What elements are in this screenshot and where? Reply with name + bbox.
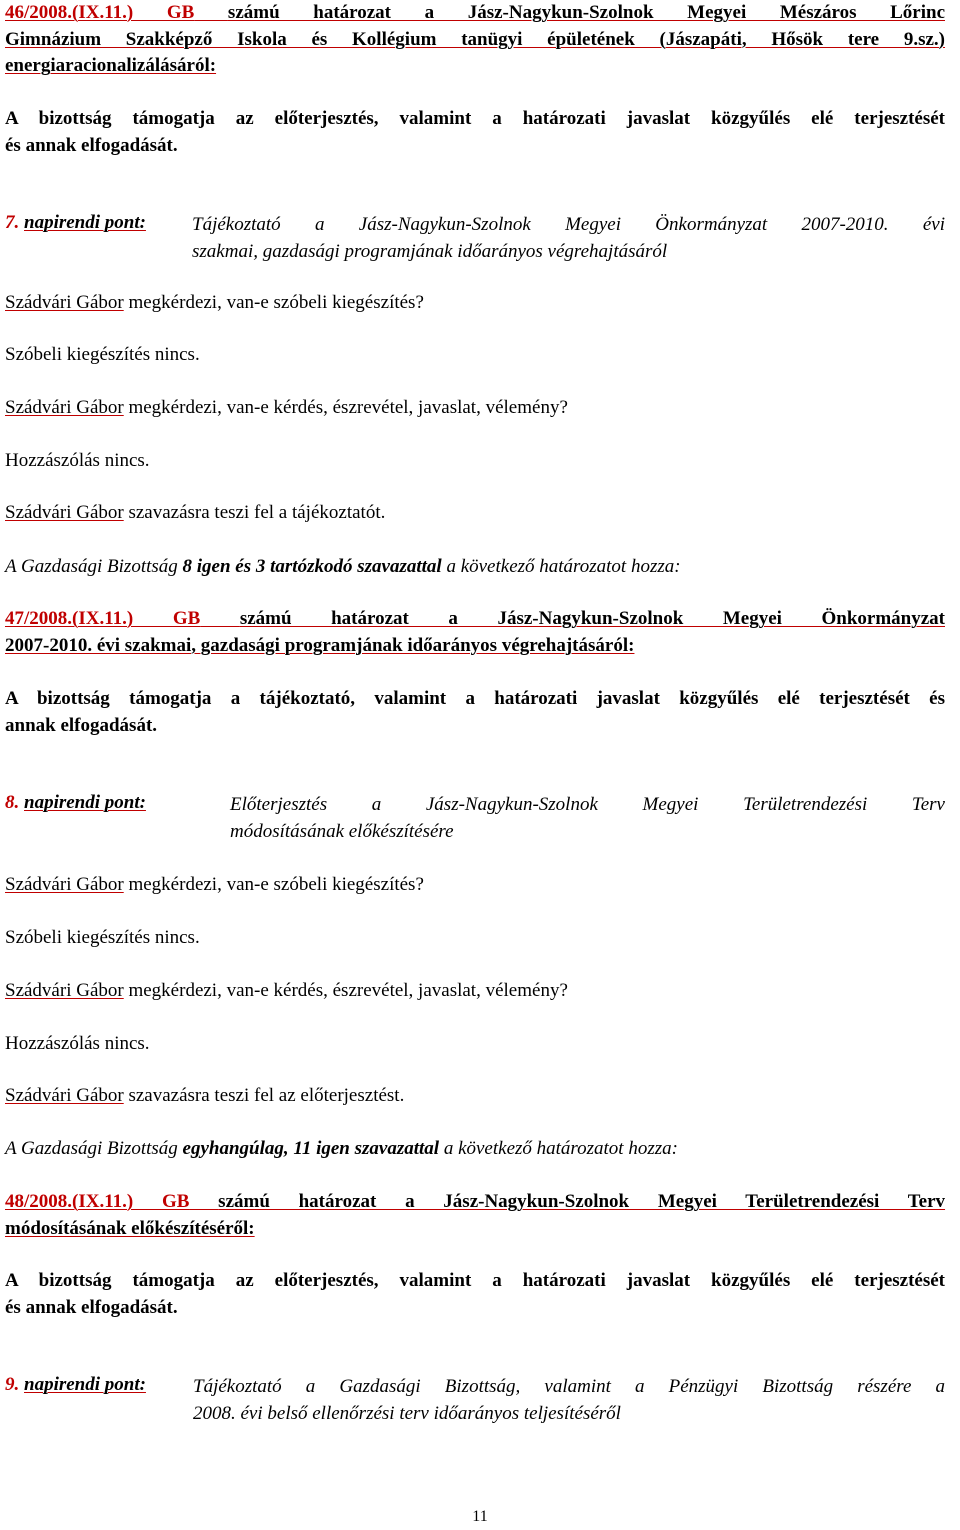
- resolution-46-support: [5, 106, 945, 159]
- resolution-47-title: 47/2008.(IX.11.) GB számú határozat a Jász-Nagykun-Szolnok Megyei Önkormányzat 2007-2010. évi szakmai, gazdasági programjának időarányos végrehajtásáról:: [5, 608, 945, 656]
- vote-result: A Gazdasági Bizottság egyhangúlag, 11 igen szavazattal a következő határozatot hozza:: [5, 1138, 678, 1159]
- resolution-number: 47/2008.(IX.11.) GB: [5, 608, 201, 629]
- resolution-48-title: 48/2008.(IX.11.) GB számú határozat a Jász-Nagykun-Szolnok Megyei Területrendezési Terv módosításának előkészítéséről:: [5, 1191, 946, 1239]
- page-number: 11: [472, 1508, 488, 1525]
- chair-name: Szádvári Gábor: [5, 397, 124, 418]
- agenda-label: 9. napirendi pont:: [5, 1374, 146, 1395]
- vote-result: A Gazdasági Bizottság 8 igen és 3 tartózkodó szavazattal a következő határozatot hozza:: [5, 556, 681, 577]
- chair-name: Szádvári Gábor: [5, 874, 124, 895]
- agenda-item-7: [5, 212, 945, 268]
- agenda-title: Előterjesztés a Jász-Nagykun-Szolnok Megyei Területrendezési Terv módosításának előkészítésére: [230, 794, 945, 842]
- agenda-label: 7. napirendi pont:: [5, 212, 146, 233]
- chair-question: Szádvári Gábor megkérdezi, van-e kérdés, észrevétel, javaslat, vélemény?: [5, 397, 568, 418]
- chair-question: Szádvári Gábor megkérdezi, van-e szóbeli kiegészítés?: [5, 874, 424, 895]
- chair-name: Szádvári Gábor: [5, 980, 124, 1001]
- chair-name: Szádvári Gábor: [5, 502, 124, 523]
- chair-name: Szádvári Gábor: [5, 292, 124, 313]
- resolution-48-support: A bizottság támogatja az előterjesztés, valamint a határozati javaslat közgyűlés elé terjesztését és annak elfogadását.: [5, 1270, 945, 1318]
- support-text-line: és annak elfogadását.: [5, 134, 178, 156]
- vote-call: Szádvári Gábor szavazásra teszi fel az előterjesztést.: [5, 1085, 405, 1106]
- vote-call: Szádvári Gábor szavazásra teszi fel a tájékoztatót.: [5, 502, 386, 523]
- resolution-title-line: Gimnázium Szakképző Iskola és Kollégium tanügyi épületének (Jászapáti, Hősök tere 9.sz.): [5, 28, 945, 50]
- agenda-label: 8. napirendi pont:: [5, 792, 146, 813]
- resolution-title-line: energiaracionalizálásáról:: [5, 55, 217, 76]
- resolution-number: 48/2008.(IX.11.) GB: [5, 1191, 190, 1212]
- chair-question: Szádvári Gábor megkérdezi, van-e kérdés, észrevétel, javaslat, vélemény?: [5, 980, 568, 1001]
- agenda-item-8: [5, 792, 945, 848]
- answer-text: Szóbeli kiegészítés nincs.: [5, 927, 200, 948]
- resolution-47-support: A bizottság támogatja a tájékoztató, valamint a határozati javaslat közgyűlés elé terjesztését és annak elfogadását.: [5, 688, 945, 736]
- chair-name: Szádvári Gábor: [5, 1085, 124, 1106]
- answer-text: Hozzászólás nincs.: [5, 1033, 150, 1054]
- chair-question: Szádvári Gábor megkérdezi, van-e szóbeli kiegészítés?: [5, 292, 424, 313]
- agenda-title: Tájékoztató a Gazdasági Bizottság, valamint a Pénzügyi Bizottság részére a 2008. évi belső ellenőrzési terv időarányos teljesítéséről: [193, 1376, 945, 1424]
- resolution-46-title: [5, 0, 945, 80]
- support-text-line: A bizottság támogatja az előterjesztés, valamint a határozati javaslat közgyűlés elé terjesztését: [5, 108, 945, 129]
- resolution-number: 46/2008.(IX.11.) GB: [5, 2, 195, 23]
- agenda-item-9: [5, 1374, 945, 1430]
- resolution-title-line: számú határozat a Jász-Nagykun-Szolnok Megyei Mészáros Lőrinc: [227, 2, 945, 23]
- answer-text: Szóbeli kiegészítés nincs.: [5, 344, 200, 365]
- answer-text: Hozzászólás nincs.: [5, 450, 150, 471]
- agenda-title: Tájékoztató a Jász-Nagykun-Szolnok Megyei Önkormányzat 2007-2010. évi szakmai, gazdasági programjának időarányos végrehajtásáról: [192, 214, 945, 262]
